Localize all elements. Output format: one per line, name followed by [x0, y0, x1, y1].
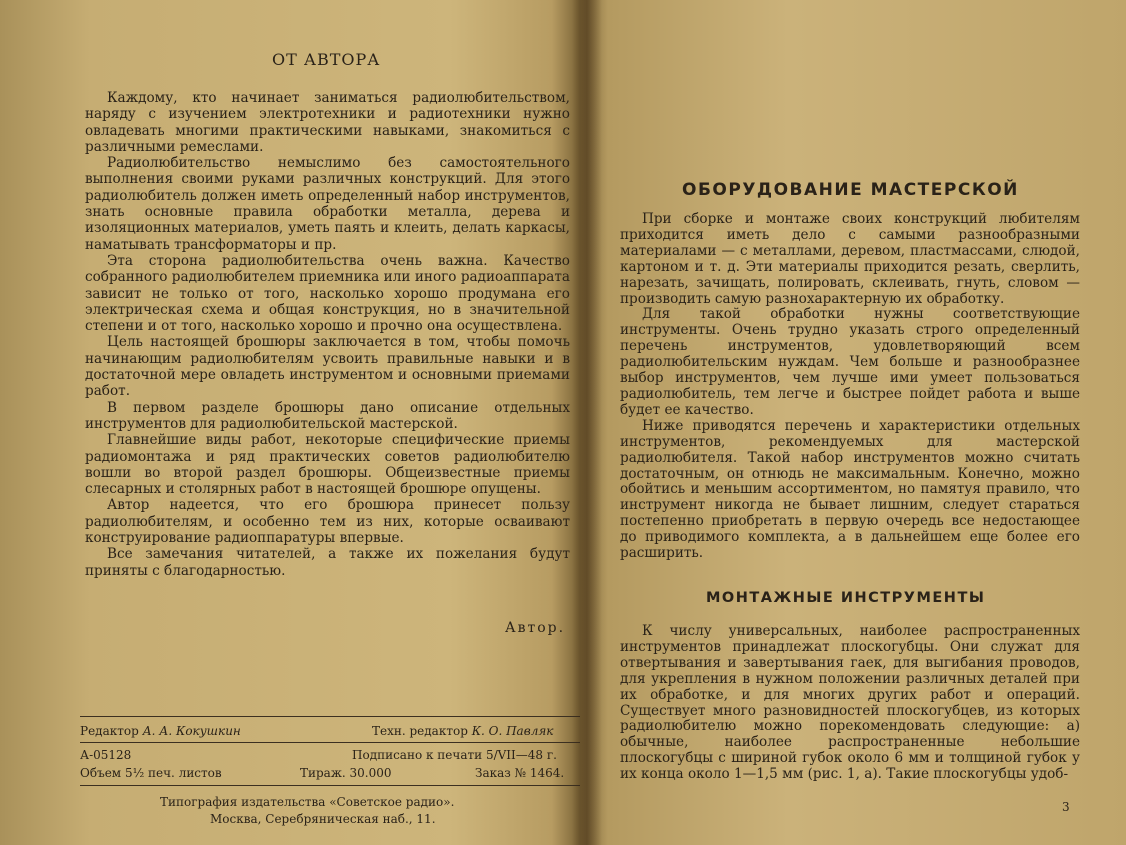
printer-address: Москва, Серебряническая наб., 11.: [210, 812, 436, 826]
tech-editor-name: К. О. Павляк: [471, 724, 554, 738]
foreword-paragraph: В первом разделе брошюры дано описание отдельных инструментов для радиолюбительской мастерской.: [85, 399, 570, 432]
foreword-paragraph: Автор надеется, что его брошюра принесет пользу радиолюбителям, и особенно тем из них, которые осваивают конструирование радиоппаратуры впервые.: [85, 497, 570, 547]
print-run: Тираж. 30.000: [300, 766, 392, 780]
publication-code: А-05128: [80, 748, 132, 762]
editor-name: А. А. Кокушкин: [142, 724, 241, 738]
volume: Объем 5½ печ. листов: [80, 766, 222, 780]
foreword-paragraph: Цель настоящей брошюры заключается в том, чтобы помочь начинающим радиолюбителям усвоить правильные навыки и в достаточной мере овладеть инструментом и основными приемами работ.: [85, 334, 570, 400]
foreword-text: [85, 90, 570, 579]
tools-text: [620, 624, 1080, 783]
foreword-paragraph: Радиолюбительство немыслимо без самостоятельного выполнения своими руками различных конструкций. Для этого радиолюбитель должен иметь определенный набор инструментов, знать основные правила обработки металла, дерева и изоляционных материалов, уметь паять и клеить, делать каркасы, наматывать трансформаторы и пр.: [85, 155, 570, 253]
tech-editor-label: Техн. редактор: [372, 724, 468, 738]
page-number: 3: [1062, 800, 1070, 814]
foreword-paragraph: Все замечания читателей, а также их пожелания будут приняты с благодарностью.: [85, 546, 570, 579]
order-number: Заказ № 1464.: [475, 766, 565, 780]
foreword-paragraph: Эта сторона радиолюбительства очень важна. Качество собранного радиолюбителем приемника или иного радиоаппарата зависит не только от того, насколько хорошо продумана его электрическая схема и общая конструкция, но в значительной степени и от того, насколько хорошо и прочно она осуществлена.: [85, 252, 570, 335]
workshop-text: [620, 212, 1080, 562]
workshop-paragraph: Ниже приводятся перечень и характеристики отдельных инструментов, рекомендуемых для мастерской радиолюбителя. Такой набор инструментов можно считать достаточным, он отнюдь не максимальным. Конечно, можно обойтись и меньшим ассортиментом, но памятуя правило, что инструмент никогда не бывает лишним, следует стараться постепенно приобретать в первую очередь все недостающее до приводимого комплекта, а в дальнейшем еще более его расширить.: [620, 417, 1080, 562]
workshop-heading: ОБОРУДОВАНИЕ МАСТЕРСКОЙ: [682, 180, 1019, 200]
author-signature: Автор.: [505, 620, 566, 636]
workshop-paragraph: При сборке и монтаже своих конструкций любителям приходится иметь дело с самыми разнообразными материалами — с металлами, деревом, пластмассами, слюдой, картоном и т. д. Эти материалы приходится резать, сверлить, нарезать, зачищать, полировать, склеивать, гнуть, словом — производить самую разнохарактерную их обработку.: [620, 211, 1080, 307]
imprint-rule-top: [80, 716, 580, 717]
imprint-rule-mid: [80, 742, 580, 743]
editor-line: [80, 724, 241, 738]
workshop-paragraph: Для такой обработки нужны соответствующие инструменты. Очень трудно указать строго определенный перечень инструментов, удовлетворяющий всем радиолюбительским нуждам. Чем больше и разнообразнее выбор инструментов, чем лучше ими умеет пользоваться радиолюбитель, тем легче и быстрее пойдет работа и выше будет ее качество.: [620, 306, 1080, 418]
tools-heading: МОНТАЖНЫЕ ИНСТРУМЕНТЫ: [706, 590, 986, 606]
printer-name: Типография издательства «Советское радио».: [160, 795, 455, 809]
author-foreword-heading: ОТ АВТОРА: [272, 50, 381, 69]
tech-editor-line: [372, 724, 553, 738]
foreword-paragraph: Главнейшие виды работ, некоторые специфические приемы радиомонтажа и ряд практических советов радиолюбителю вошли во второй раздел брошюры. Общеизвестные приемы слесарных и столярных работ в настоящей брошюре опущены.: [85, 432, 570, 498]
foreword-paragraph: Каждому, кто начинает заниматься радиолюбительством, наряду с изучением электротехники и радиотехники нужно овладевать многими практическими навыками, знакомиться с различными ремеслами.: [85, 90, 570, 155]
signed-date: Подписано к печати 5/VII—48 г.: [352, 748, 557, 762]
imprint-rule-bottom: [80, 785, 580, 786]
tools-paragraph: К числу универсальных, наиболее распространенных инструментов принадлежат плоскогубцы. Они служат для отвертывания и завертывания гаек, для выгибания проводов, для укрепления в нужном положении различных деталей при их обработке, и для многих других работ и операций. Существует много разновидностей плоскогубцев, из которых радиолюбителю можно порекомендовать следующие: а) обычные, наиболее распространенные небольшие плоскогубцы с шириной губок около 6 мм и толщиной губок у их конца около 1—1,5 мм (рис. 1, а). Такие плоскогубцы удоб-: [620, 623, 1080, 783]
editor-label: Редактор: [80, 724, 139, 738]
